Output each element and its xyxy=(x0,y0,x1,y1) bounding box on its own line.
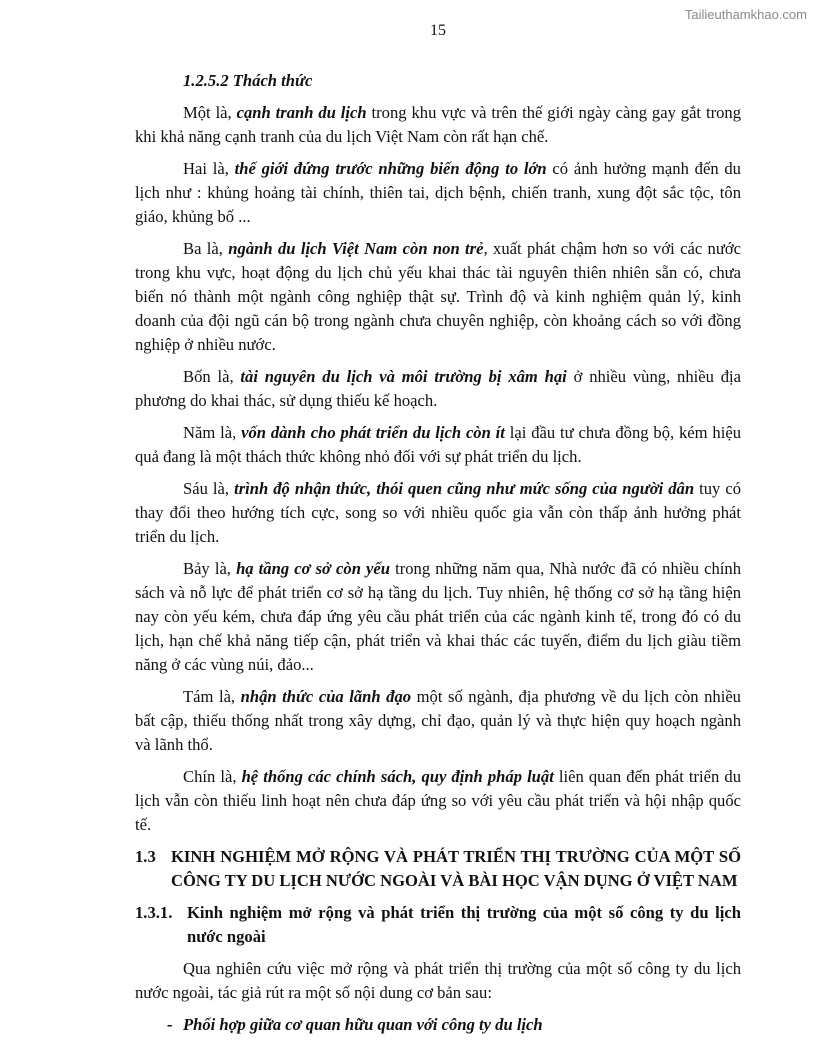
section-number: 1.3 xyxy=(135,847,156,866)
bullet-dash: - xyxy=(167,1015,173,1034)
paragraph: Bốn là, tài nguyên du lịch và môi trường bị xâm hại ở nhiều vùng, nhiều địa phương do khai thác, sử dụng thiếu kế hoạch. xyxy=(135,367,741,410)
section-title: KINH NGHIỆM MỞ RỘNG VÀ PHÁT TRIỂN THỊ TRƯỜNG CỦA MỘT SỐ CÔNG TY DU LỊCH NƯỚC NGOÀI VÀ BÀI HỌC VẬN DỤNG Ở VIỆT NAM xyxy=(171,847,741,890)
watermark: Tailieuthamkhao.com xyxy=(684,7,807,22)
subsection-title: Kinh nghiệm mở rộng và phát triển thị trường của một số công ty du lịch nước ngoài xyxy=(187,903,741,946)
section-heading xyxy=(135,845,741,893)
paragraph: Ba là, ngành du lịch Việt Nam còn non trẻ, xuất phát chậm hơn so với các nước trong khu vực, hoạt động du lịch chủ yếu khai thác tài nguyên thiên nhiên sẵn có, chưa biến nó thành một ngành công nghiệp thật sự. Trình độ và kinh nghiệm quản lý, kinh doanh của đội ngũ cán bộ trong ngành chưa chuyên nghiệp, còn khoảng cách so với đồng nghiệp ở nhiều nước. xyxy=(135,239,741,354)
bullet-text: Phối hợp giữa cơ quan hữu quan với công ty du lịch xyxy=(183,1015,543,1034)
paragraph: Sáu là, trình độ nhận thức, thói quen cũng như mức sống của người dân tuy có thay đổi theo hướng tích cực, song so với nhiều quốc gia vẫn còn thấp ảnh hưởng phát triển du lịch. xyxy=(135,479,741,546)
paragraph: Một là, cạnh tranh du lịch trong khu vực và trên thế giới ngày càng gay gắt trong khi khả năng cạnh tranh của du lịch Việt Nam còn rất hạn chế. xyxy=(135,103,741,146)
intro-paragraph: Qua nghiên cứu việc mở rộng và phát triển thị trường của một số công ty du lịch nước ngoài, tác giả rút ra một số nội dung cơ bản sau: xyxy=(135,959,741,1002)
paragraph: Chín là, hệ thống các chính sách, quy định pháp luật liên quan đến phát triển du lịch vẫn còn thiếu linh hoạt nên chưa đáp ứng so với yêu cầu phát triển và hội nhập quốc tế. xyxy=(135,767,742,834)
subsection-heading xyxy=(135,901,741,949)
paragraph: Năm là, vốn dành cho phát triển du lịch còn ít lại đầu tư chưa đồng bộ, kém hiệu quả đang là một thách thức không nhỏ đối với sự phát triển du lịch. xyxy=(135,423,741,466)
page-number: 15 xyxy=(430,22,446,39)
document-body xyxy=(135,69,741,1045)
subsection-number: 1.3.1. xyxy=(135,903,173,922)
subheading-challenges: 1.2.5.2 Thách thức xyxy=(183,71,313,90)
bullet-item xyxy=(167,1013,741,1037)
paragraph: Tám là, nhận thức của lãnh đạo một số ngành, địa phương về du lịch còn nhiều bất cập, thiếu thống nhất trong xây dựng, chỉ đạo, quản lý và thực hiện quy hoạch ngành và lãnh thổ. xyxy=(135,687,741,754)
paragraph: Hai là, thế giới đứng trước những biến động to lớn có ảnh hưởng mạnh đến du lịch như : khủng hoảng tài chính, thiên tai, dịch bệnh, chiến tranh, xung đột sắc tộc, tôn giáo, khủng bố ... xyxy=(135,159,741,226)
paragraph: Bảy là, hạ tầng cơ sở còn yếu trong những năm qua, Nhà nước đã có nhiều chính sách và nỗ lực để phát triển cơ sở hạ tầng du lịch. Tuy nhiên, hệ thống cơ sở hạ tầng hiện nay còn yếu kém, chưa đáp ứng yêu cầu phát triển của các ngành kinh tế, trong đó có du lịch, hạn chế khả năng tiếp cận, phát triển và khai thác các tuyến, điểm du lịch giàu tiềm năng ở các vùng núi, đảo... xyxy=(135,559,741,674)
